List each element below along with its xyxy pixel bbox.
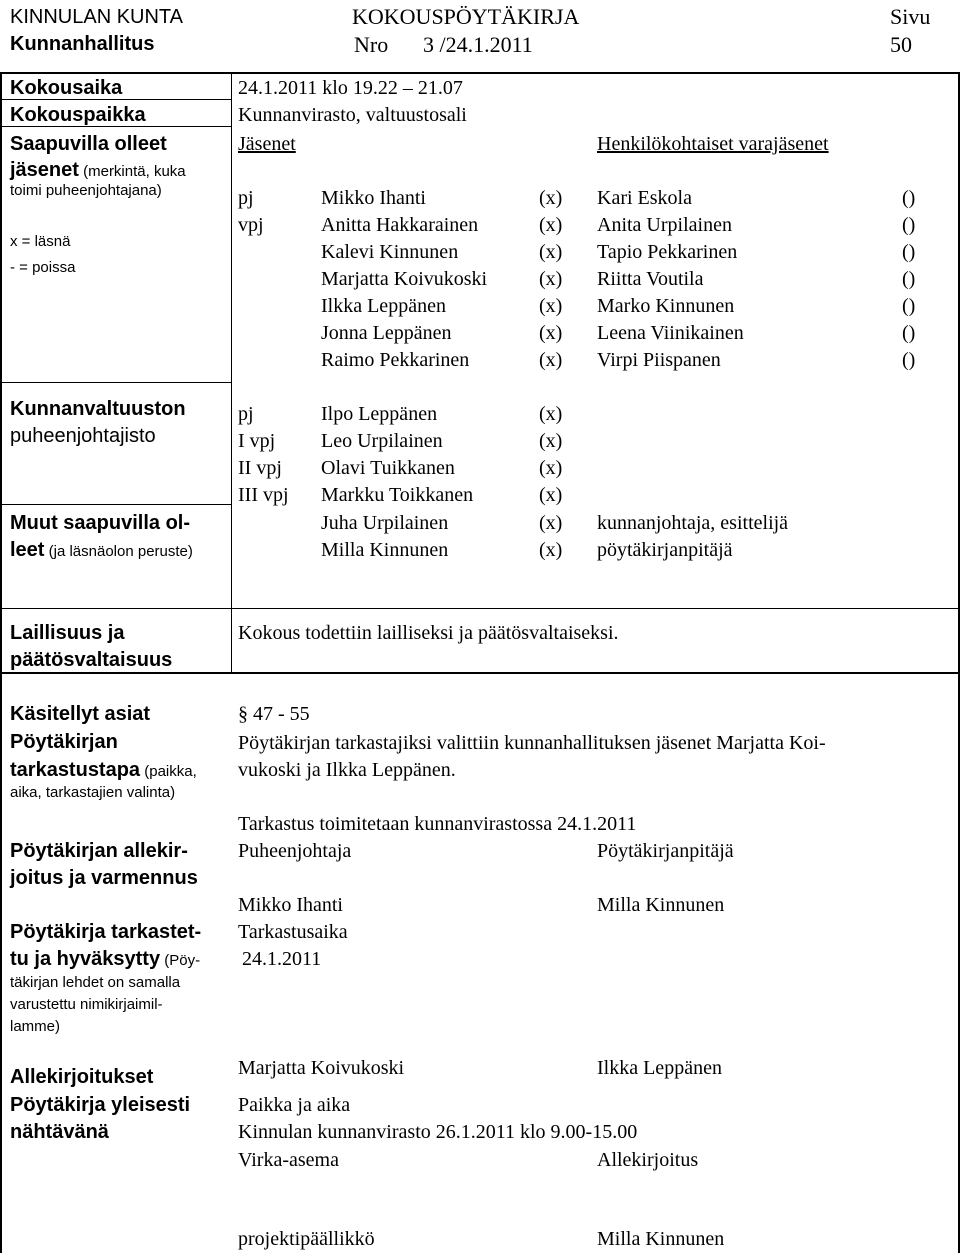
deputy-name: Tapio Pekkarinen — [597, 241, 738, 263]
page-number: 50 — [890, 32, 912, 57]
approval-label-bold: tu ja hyväksytty — [10, 948, 161, 970]
review-text-line2: vukoski ja Ilkka Leppänen. — [238, 759, 456, 781]
secretary-signer-name: Milla Kinnunen — [597, 894, 725, 916]
chair-title: Puheenjohtaja — [238, 840, 352, 862]
member-mark: (x) — [539, 349, 563, 371]
review-label-line3: aika, tarkastajien valinta) — [10, 784, 176, 801]
row-divider — [0, 99, 231, 100]
chair-role: pj — [238, 403, 254, 425]
table-left-border — [0, 72, 2, 1253]
other-name: Milla Kinnunen — [321, 539, 449, 561]
approval-label-line5: lamme) — [10, 1018, 61, 1035]
member-mark: (x) — [539, 187, 563, 209]
deputy-name: Anita Urpilainen — [597, 214, 732, 236]
members-header: Jäsenet — [238, 133, 296, 155]
chair-role: III vpj — [238, 484, 289, 506]
handled-value: § 47 - 55 — [238, 703, 310, 725]
chair-mark: (x) — [539, 430, 563, 452]
document-type: KOKOUSPÖYTÄKIRJA — [352, 4, 580, 29]
review-label-note: (paikka, — [140, 763, 197, 780]
approval-label: Pöytäkirja tarkastet- — [10, 921, 202, 943]
position-label: Virka-asema — [238, 1149, 339, 1171]
others-label-line2 — [10, 540, 193, 560]
approval-label-line3: täkirjan lehdet on samalla — [10, 974, 181, 991]
member-name: Ilkka Leppänen — [321, 295, 446, 317]
other-role: pöytäkirjanpitäjä — [597, 539, 733, 561]
meeting-time-label: Kokousaika — [10, 77, 123, 99]
row-divider — [0, 672, 960, 674]
member-name: Jonna Leppänen — [321, 322, 452, 344]
meeting-place-value: Kunnanvirasto, valtuustosali — [238, 104, 467, 126]
review-text: Pöytäkirjan tarkastajiksi valittiin kunnanhallituksen jäsenet Marjatta Koi- — [238, 732, 826, 754]
approval-label-note: (Pöy- — [160, 952, 201, 969]
attendance-label-line3: toimi puheenjohtajana) — [10, 182, 162, 199]
chair-name: Olavi Tuikkanen — [321, 457, 455, 479]
row-divider — [0, 504, 231, 505]
deputy-mark: () — [902, 187, 916, 209]
page-label: Sivu — [890, 4, 931, 29]
row-divider — [0, 126, 231, 127]
place-time-value: Kinnulan kunnanvirasto 26.1.2011 klo 9.00-15.00 — [238, 1121, 638, 1143]
attendance-label: Saapuvilla olleet — [10, 133, 167, 155]
attendance-label-line2 — [10, 160, 186, 180]
member-role: pj — [238, 187, 254, 209]
deputy-name: Leena Viinikainen — [597, 322, 744, 344]
deputy-mark: () — [902, 214, 916, 236]
position-value: projektipäällikkö — [238, 1228, 375, 1250]
other-mark: (x) — [539, 512, 563, 534]
signatures-label: Allekirjoitukset — [10, 1066, 154, 1088]
approval-time-value: 24.1.2011 — [242, 948, 322, 970]
others-label-bold: leet — [10, 539, 45, 561]
deputy-name: Kari Eskola — [597, 187, 692, 209]
nro-label: Nro — [354, 32, 389, 57]
deputy-name: Virpi Piispanen — [597, 349, 721, 371]
handled-label: Käsitellyt asiat — [10, 703, 151, 725]
approval-label-line4: varustettu nimikirjaimil- — [10, 996, 163, 1013]
deputy-mark: () — [902, 349, 916, 371]
chair-name: Ilpo Leppänen — [321, 403, 438, 425]
deputy-name: Marko Kinnunen — [597, 295, 735, 317]
table-top-border — [0, 72, 960, 74]
others-label-note: (ja läsnäolon peruste) — [44, 543, 193, 560]
member-name: Mikko Ihanti — [321, 187, 426, 209]
member-role: vpj — [238, 214, 264, 236]
legality-label-line2: päätösvaltaisuus — [10, 649, 173, 671]
chair-mark: (x) — [539, 457, 563, 479]
chair-mark: (x) — [539, 403, 563, 425]
meeting-time-value: 24.1.2011 klo 19.22 – 21.07 — [238, 77, 463, 99]
deputy-mark: () — [902, 268, 916, 290]
chair-name: Markku Toikkanen — [321, 484, 474, 506]
member-name: Raimo Pekkarinen — [321, 349, 470, 371]
signature-name: Ilkka Leppänen — [597, 1057, 722, 1079]
approval-time-label: Tarkastusaika — [238, 921, 348, 943]
review-label-line2 — [10, 760, 197, 780]
member-mark: (x) — [539, 214, 563, 236]
legend-present: x = läsnä — [10, 233, 71, 250]
deputy-name: Riitta Voutila — [597, 268, 704, 290]
meeting-place-label: Kokouspaikka — [10, 104, 146, 126]
member-name: Anitta Hakkarainen — [321, 214, 479, 236]
secretary-title: Pöytäkirjanpitäjä — [597, 840, 734, 862]
review-label-bold: tarkastustapa — [10, 759, 141, 781]
legality-label: Laillisuus ja — [10, 622, 125, 644]
municipality-name: KINNULAN KUNTA — [10, 6, 183, 28]
chair-role: II vpj — [238, 457, 282, 479]
other-name: Juha Urpilainen — [321, 512, 449, 534]
legality-text: Kokous todettiin lailliseksi ja päätösvaltaiseksi. — [238, 622, 619, 644]
review-label: Pöytäkirjan — [10, 731, 118, 753]
legend-absent: - = poissa — [10, 259, 76, 276]
chair-name: Leo Urpilainen — [321, 430, 443, 452]
member-mark: (x) — [539, 241, 563, 263]
review-place: Tarkastus toimitetaan kunnanvirastossa 24.1.2011 — [238, 813, 637, 835]
council-chair-label-line2: puheenjohtajisto — [10, 425, 156, 447]
nro-value: 3 /24.1.2011 — [423, 32, 533, 57]
attendance-label-note: (merkintä, kuka — [78, 163, 186, 180]
deputy-mark: () — [902, 322, 916, 344]
signing-label: Pöytäkirjan allekir- — [10, 840, 188, 862]
deputy-mark: () — [902, 295, 916, 317]
place-time-label: Paikka ja aika — [238, 1094, 351, 1116]
member-mark: (x) — [539, 268, 563, 290]
council-chair-label: Kunnanvaltuuston — [10, 398, 186, 420]
chair-mark: (x) — [539, 484, 563, 506]
member-name: Marjatta Koivukoski — [321, 268, 488, 290]
member-mark: (x) — [539, 295, 563, 317]
public-display-label-line2: nähtävänä — [10, 1121, 109, 1143]
others-label: Muut saapuvilla ol- — [10, 512, 191, 534]
deputies-header: Henkilökohtaiset varajäsenet — [597, 133, 829, 155]
public-display-label: Pöytäkirja yleisesti — [10, 1094, 191, 1116]
chair-signer-name: Mikko Ihanti — [238, 894, 343, 916]
row-divider — [0, 382, 231, 383]
signature-label: Allekirjoitus — [597, 1149, 699, 1171]
column-divider — [231, 72, 232, 672]
member-name: Kalevi Kinnunen — [321, 241, 459, 263]
other-role: kunnanjohtaja, esittelijä — [597, 512, 789, 534]
public-display-signer: Milla Kinnunen — [597, 1228, 725, 1250]
attendance-label-bold: jäsenet — [10, 159, 79, 181]
chair-role: I vpj — [238, 430, 276, 452]
body-name: Kunnanhallitus — [10, 33, 155, 55]
other-mark: (x) — [539, 539, 563, 561]
deputy-mark: () — [902, 241, 916, 263]
approval-label-line2 — [10, 949, 200, 969]
signing-label-line2: joitus ja varmennus — [10, 867, 198, 889]
signature-name: Marjatta Koivukoski — [238, 1057, 405, 1079]
member-mark: (x) — [539, 322, 563, 344]
row-divider — [0, 608, 960, 609]
